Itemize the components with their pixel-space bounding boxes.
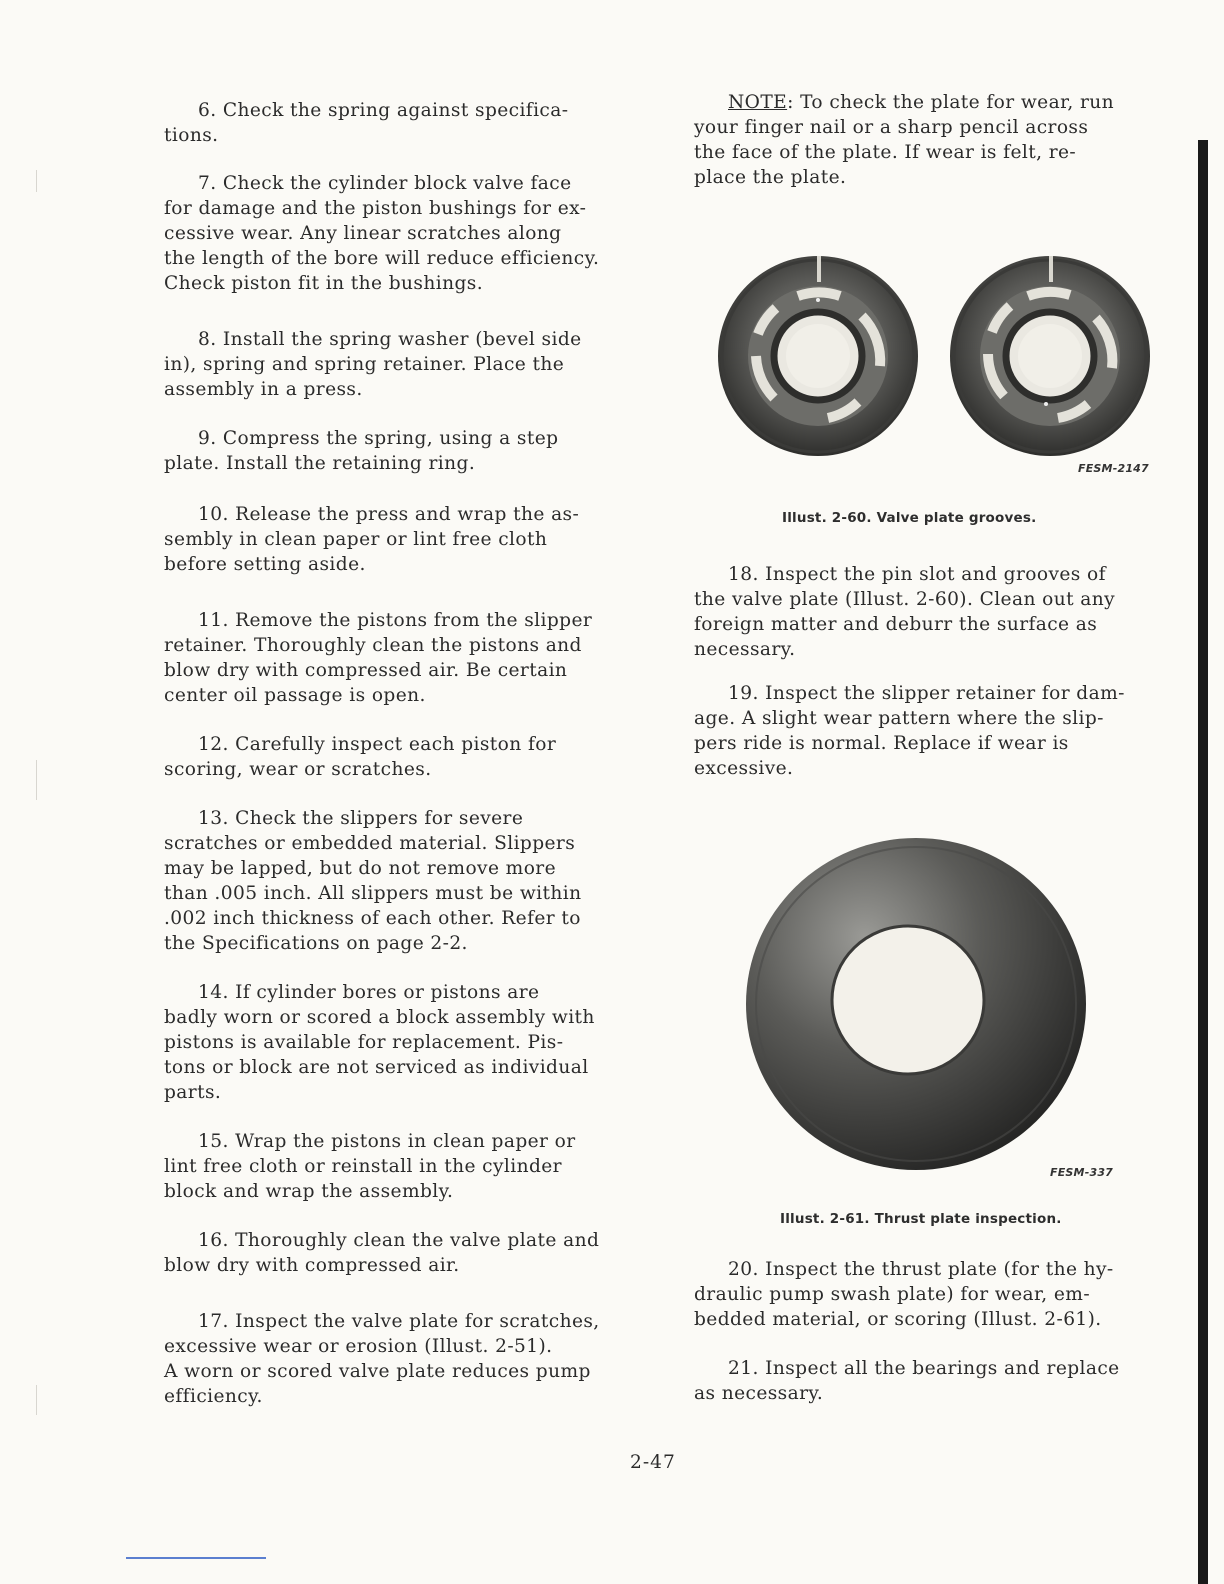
- step-21: 21. Inspect all the bearings and replace as necessary.: [694, 1358, 1120, 1404]
- scan-speck: [36, 1385, 37, 1415]
- step-16: 16. Thoroughly clean the valve plate and blow dry with compressed air.: [164, 1230, 600, 1276]
- bottom-rule: [126, 1557, 266, 1559]
- figure-caption: Illust. 2-61. Thrust plate inspection.: [780, 1211, 1062, 1227]
- step-20: 20. Inspect the thrust plate (for the hy- draulic pump swash plate) for wear, em- bedded material, or scoring (Illust. 2-61).: [694, 1259, 1114, 1330]
- page-number: 2-47: [630, 1452, 676, 1473]
- right-column-middle: [694, 562, 1169, 781]
- thrust-plate-photo: [730, 830, 1130, 1190]
- note-text: : To check the plate for wear, run your finger nail or a sharp pencil across the face of the plate. If wear is felt, re- place the plate.: [694, 92, 1114, 188]
- valve-plate-right: [950, 256, 1150, 456]
- note-paragraph: [694, 90, 1169, 190]
- scan-edge: [1198, 140, 1208, 1584]
- right-column-bottom: [694, 1257, 1169, 1406]
- right-column-note: [694, 90, 1169, 190]
- step-17: 17. Inspect the valve plate for scratches, excessive wear or erosion (Illust. 2-51). A worn or scored valve plate reduces pump efficiency.: [164, 1311, 600, 1407]
- step-14: 14. If cylinder bores or pistons are badly worn or scored a block assembly with pistons is available for replacement. Pis- tons or block are not serviced as individual parts.: [164, 982, 595, 1103]
- figure-code: FESM-2147: [1078, 462, 1149, 475]
- step-19: 19. Inspect the slipper retainer for dam- age. A slight wear pattern where the slip- pers ride is normal. Replace if wear is excessive.: [694, 683, 1125, 779]
- step-8: 8. Install the spring washer (bevel side in), spring and spring retainer. Place the assembly in a press.: [164, 329, 582, 400]
- note-label: NOTE: [728, 92, 788, 113]
- step-10: 10. Release the press and wrap the as- sembly in clean paper or lint free cloth before setting aside.: [164, 504, 580, 575]
- step-12: 12. Carefully inspect each piston for scoring, wear or scratches.: [164, 734, 557, 780]
- scan-speck: [36, 760, 37, 800]
- thrust-plate-figure: [730, 830, 1130, 1190]
- step-15: 15. Wrap the pistons in clean paper or lint free cloth or reinstall in the cylinder block and wrap the assembly.: [164, 1131, 576, 1202]
- valve-plates-photo: [700, 250, 1160, 490]
- step-13: 13. Check the slippers for severe scratches or embedded material. Slippers may be lapped, but do not remove more than .005 inch. All slippers must be within .002 inch thickness of each other. Refer to the Specifications on page 2-2.: [164, 808, 582, 954]
- valve-plate-figure: [700, 250, 1160, 490]
- figure-caption: Illust. 2-60. Valve plate grooves.: [782, 510, 1037, 526]
- step-7: 7. Check the cylinder block valve face for damage and the piston bushings for ex- cessive wear. Any linear scratches along the length of the bore will reduce efficiency. Check piston fit in the bushings.: [164, 173, 600, 294]
- step-6: 6. Check the spring against specifica- tions.: [164, 100, 569, 146]
- scan-speck: [36, 170, 37, 192]
- figure-code: FESM-337: [1050, 1166, 1114, 1179]
- valve-plate-left: [718, 256, 918, 456]
- left-column: [164, 98, 642, 1409]
- step-18: 18. Inspect the pin slot and grooves of the valve plate (Illust. 2-60). Clean out any foreign matter and deburr the surface as necessary.: [694, 564, 1116, 660]
- step-11: 11. Remove the pistons from the slipper retainer. Thoroughly clean the pistons and blow dry with compressed air. Be certain center oil passage is open.: [164, 610, 593, 706]
- step-9: 9. Compress the spring, using a step plate. Install the retaining ring.: [164, 428, 559, 474]
